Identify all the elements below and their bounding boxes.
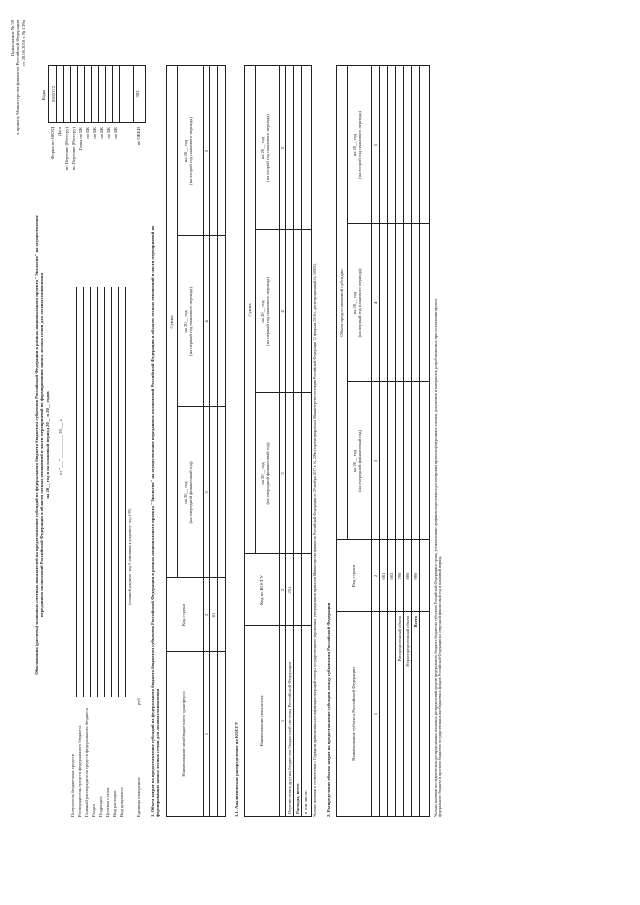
code-label: по БК xyxy=(85,127,90,139)
code-label: по БК xyxy=(92,127,97,139)
s1-row-code: 01 xyxy=(211,612,216,618)
s1-num-4: 4 xyxy=(204,320,209,323)
appendix-block xyxy=(10,20,26,305)
title-line-2: переданных полномочий Российской Федерации в области лесных отношений в части мероприятий по формированию запаса лесных семян для лесовосстановления xyxy=(39,273,45,617)
section2-table xyxy=(336,65,430,817)
section1-table xyxy=(166,65,226,817)
title-line-1: Обоснования (расчеты) плановых сметных показателей на предоставление субсидий из федерального бюджета бюджетам субъектов Российской Федерации в рамках национального проекта "Экология" на осуществление xyxy=(34,215,39,675)
s2-year-3: на 20__ год (на второй год планового периода) xyxy=(352,111,363,179)
date-line: от "___" __________ 20___ г. xyxy=(58,418,63,475)
s1-col-name: Наименование межбюджетного трансферта xyxy=(181,691,186,777)
section2-title: 2. Распределение объема затрат на предоставление субсидии между субъектами Российской Федерации xyxy=(326,602,331,817)
section11-table xyxy=(244,65,312,817)
header-field: Получатель бюджетных средств xyxy=(70,287,77,817)
s2-year-1: на 20__ год (на очередной финансовый год) xyxy=(352,429,363,493)
unit-value: руб xyxy=(136,698,141,705)
header-field: Раздел xyxy=(91,287,98,817)
code-value-okei: 383 xyxy=(135,90,140,98)
header-fields xyxy=(70,287,126,817)
s11-col-name: Наименование показателя xyxy=(259,695,264,747)
s1-year-3: на 20__ год (на второй год планового периода) xyxy=(183,117,194,185)
appendix-line-3: от 28.06.2018 г. № 139н xyxy=(20,20,26,66)
s1-num-2: 2 xyxy=(204,613,209,617)
s2-row-code: 002 xyxy=(389,572,394,580)
s11-col-code: Код по КОСГУ xyxy=(259,575,264,605)
s11-incl-label: в том числе: xyxy=(303,790,308,814)
header-field: Главный распорядитель средств федерального бюджета xyxy=(84,287,91,817)
code-label: по Перечню (Реестру) xyxy=(64,127,69,171)
s1-group: Сумма xyxy=(169,315,174,329)
s2-row-code: 900 xyxy=(413,572,418,580)
s2-num-4: 4 xyxy=(373,301,378,305)
s11-year-2: на 20__ год (на первый год планового периода) xyxy=(260,277,271,346)
s11-num-1: 1 xyxy=(280,719,285,723)
s2-row-code: 800 xyxy=(405,572,410,580)
header-field: Подраздел xyxy=(98,287,105,817)
doc-note: (основной документ - код 0, изменения к документу - код 1-99) xyxy=(128,508,132,605)
s2-row-label: Распределенный объем xyxy=(397,616,402,662)
code-label: Форма по ОКУД xyxy=(50,127,55,160)
unit-label: Единица измерения: xyxy=(136,777,141,817)
s2-num-3: 3 xyxy=(373,459,378,463)
s2-row-code: 001 xyxy=(381,572,386,580)
s2-group: Объем предоставляемой субсидии xyxy=(339,269,344,337)
section1-title: 1. Объем затрат на предоставление субсидий из федерального бюджета бюджетам субъектов Российской Федерации в рамках национального проекта "Экология" на осуществление переданных полномочий Российской Федерации в области лесных отношений в части мероприятий по формированию запаса лесных семян для лесовосстановления xyxy=(150,225,161,817)
s11-year-3: на 20__ год (на второй год планового периода) xyxy=(260,114,271,182)
s2-year-2: на 20__ год (на первый год планового периода) xyxy=(352,268,363,338)
s1-num-1: 1 xyxy=(204,732,209,736)
s2-num-1: 1 xyxy=(373,712,378,716)
code-label: по БК xyxy=(106,127,111,139)
code-value-okud: 0505172 xyxy=(51,85,56,103)
codes-header: Коды xyxy=(41,89,46,101)
title-line-3: на 20__ год и на плановый период 20__ и 20__ годов xyxy=(44,391,50,499)
codes-labels xyxy=(50,127,120,265)
s11-total-label: Расходы, всего xyxy=(295,783,300,814)
header-field: Вид расходов xyxy=(112,287,119,817)
s2-col-name: Наименование субъекта Российской Федерации xyxy=(351,667,356,761)
code-label: Глава по БК xyxy=(78,127,83,151)
s11-row1-label: Перечисления другим бюджетам бюджетной системы Российской Федерации xyxy=(287,662,292,814)
s2-num-2: 2 xyxy=(373,574,378,578)
okei-label: по ОКЕИ xyxy=(136,127,141,146)
code-label: Дата xyxy=(57,127,62,137)
s2-row-code: 700 xyxy=(397,572,402,580)
s2-col-code: Код строки xyxy=(351,565,356,587)
form-title xyxy=(34,45,50,845)
s2-footnote: Указано значение последовательно распределенных плановых распределений средств федерального бюджета бюджетам субъектов Российской Федерации в сроки, установленные графиком подготовки и рассмотрения проектов федеральных законов, документов и материалов, разрабатываемых при составлении проекта федерального бюджета и проектов бюджетов государственных внебюджетных фондов Российской Федерации на очередной финансовый год и плановый период. xyxy=(434,298,443,817)
s11-num-3: 3 xyxy=(280,472,285,475)
codes-box xyxy=(48,65,146,123)
s2-num-5: 5 xyxy=(373,143,378,147)
section11-title: 1.1. Аналитическое распределение по КОСГУ xyxy=(234,721,239,817)
s11-row1-code: 251 xyxy=(287,586,292,594)
code-label: по БК xyxy=(99,127,104,139)
s1-col-code: Код строки xyxy=(181,604,186,626)
header-field: Вид документа xyxy=(119,287,126,817)
s11-year-1: на 20__ год (на очередной финансовый год) xyxy=(260,442,271,505)
s11-footnote: Указано значение в соответствии с Порядком применения классификации операций сектора государственного управления, утвержденным приказом Министерства финансов Российской Федерации от 29 ноября 2017 г. № 209н (зарегистрирован в Министерстве юстиции Российской Федерации 12 февраля 2018 г., регистрационный № 50003). xyxy=(313,263,317,817)
s1-num-5: 5 xyxy=(204,149,209,153)
s1-num-3: 3 xyxy=(204,491,209,494)
appendix-line-2: к приказу Министерства финансов Российской Федерации xyxy=(15,20,21,135)
appendix-line-1: Приложение № 59 xyxy=(10,20,15,56)
s2-row-label: Всего xyxy=(413,616,418,628)
s11-num-5: 5 xyxy=(280,146,285,150)
s11-num-2: 2 xyxy=(280,588,285,592)
code-label: по Перечню (Реестру) xyxy=(71,127,76,171)
s1-year-2: на 20__ год (на первый год планового периода) xyxy=(183,287,194,356)
s11-num-4: 4 xyxy=(280,310,285,313)
s2-row-label: Нераспределенный объем xyxy=(405,616,410,667)
s1-year-1: на 20__ год (на очередной финансовый год) xyxy=(183,461,194,524)
header-field: Распорядитель средств федерального бюджета xyxy=(77,287,84,817)
s11-group: Сумма xyxy=(247,303,252,317)
header-field: Целевая статья xyxy=(105,287,112,817)
code-label: по БК xyxy=(113,127,118,139)
